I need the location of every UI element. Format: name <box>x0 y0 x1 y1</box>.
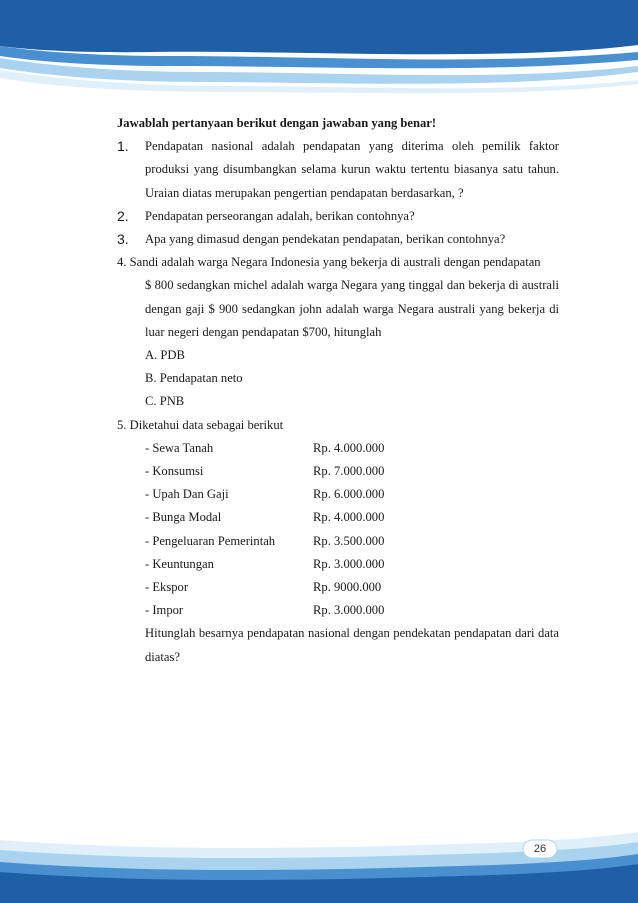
data-row <box>117 506 559 529</box>
question-text: Apa yang dimasud dengan pendekatan pendapatan, berikan contohnya? <box>145 232 506 247</box>
question-2 <box>117 205 559 228</box>
question-4-first-line: 4. Sandi adalah warga Negara Indonesia yang bekerja di australi dengan pendapatan <box>117 255 541 270</box>
data-value: Rp. 4.000.000 <box>313 440 385 455</box>
data-value: Rp. 3.500.000 <box>313 533 385 548</box>
data-value: Rp. 6.000.000 <box>313 487 385 502</box>
question-text: Pendapatan perseorangan adalah, berikan contohnya? <box>145 208 415 223</box>
data-row <box>117 530 559 553</box>
data-label: - Ekspor <box>145 580 189 595</box>
data-value: Rp. 4.000.000 <box>313 510 385 525</box>
data-label: - Pengeluaran Pemerintah <box>145 533 276 548</box>
data-label: - Upah Dan Gaji <box>145 487 229 502</box>
question-3 <box>117 228 559 251</box>
data-label: - Konsumsi <box>145 464 204 479</box>
question-number: 3. <box>117 231 129 248</box>
question-5-closing: Hitunglah besarnya pendapatan nasional dengan pendekatan pendapatan dari data diatas? <box>145 626 559 664</box>
question-number: 2. <box>117 207 129 224</box>
header-wave-band <box>0 0 638 100</box>
data-value: Rp. 3.000.000 <box>313 603 385 618</box>
question-4-option: B. Pendapatan neto <box>145 371 243 386</box>
data-value: Rp. 3.000.000 <box>313 556 385 571</box>
data-row <box>117 576 559 599</box>
data-label: - Bunga Modal <box>145 510 222 525</box>
instructions-title: Jawablah pertanyaan berikut dengan jawaban yang benar! <box>117 116 437 130</box>
data-row <box>117 553 559 576</box>
question-4-text: $ 800 sedangkan michel adalah warga Negara yang tinggal dan bekerja di australi dengan gaji $ 900 sedangkan john adalah warga Negara australi yang bekerja di luar negeri dengan pendapatan $700, hitunglah <box>145 278 559 339</box>
question-text: Pendapatan nasional adalah pendapatan yang diterima oleh pemilik faktor produksi yang disumbangkan selama kurun waktu tertentu biasanya satu tahun. Uraian diatas merupakan pengertian pendapatan berdasarkan, ? <box>145 139 559 200</box>
question-4-option: A. PDB <box>145 348 185 363</box>
data-label: - Sewa Tanah <box>145 440 214 455</box>
question-5-intro: 5. Diketahui data sebagai berikut <box>117 417 284 432</box>
data-row <box>117 599 559 622</box>
worksheet-content <box>117 112 559 669</box>
data-label: - Impor <box>145 603 184 618</box>
data-row <box>117 483 559 506</box>
question-4 <box>117 251 559 413</box>
question-4-option: C. PNB <box>145 394 185 409</box>
data-value: Rp. 7.000.000 <box>313 464 385 479</box>
page-number: 26 <box>533 843 547 855</box>
question-5 <box>117 414 559 669</box>
question-1 <box>117 135 559 205</box>
data-value: Rp. 9000.000 <box>313 580 382 595</box>
data-label: - Keuntungan <box>145 556 214 571</box>
data-row <box>117 437 559 460</box>
data-row <box>117 460 559 483</box>
question-number: 1. <box>117 138 129 155</box>
